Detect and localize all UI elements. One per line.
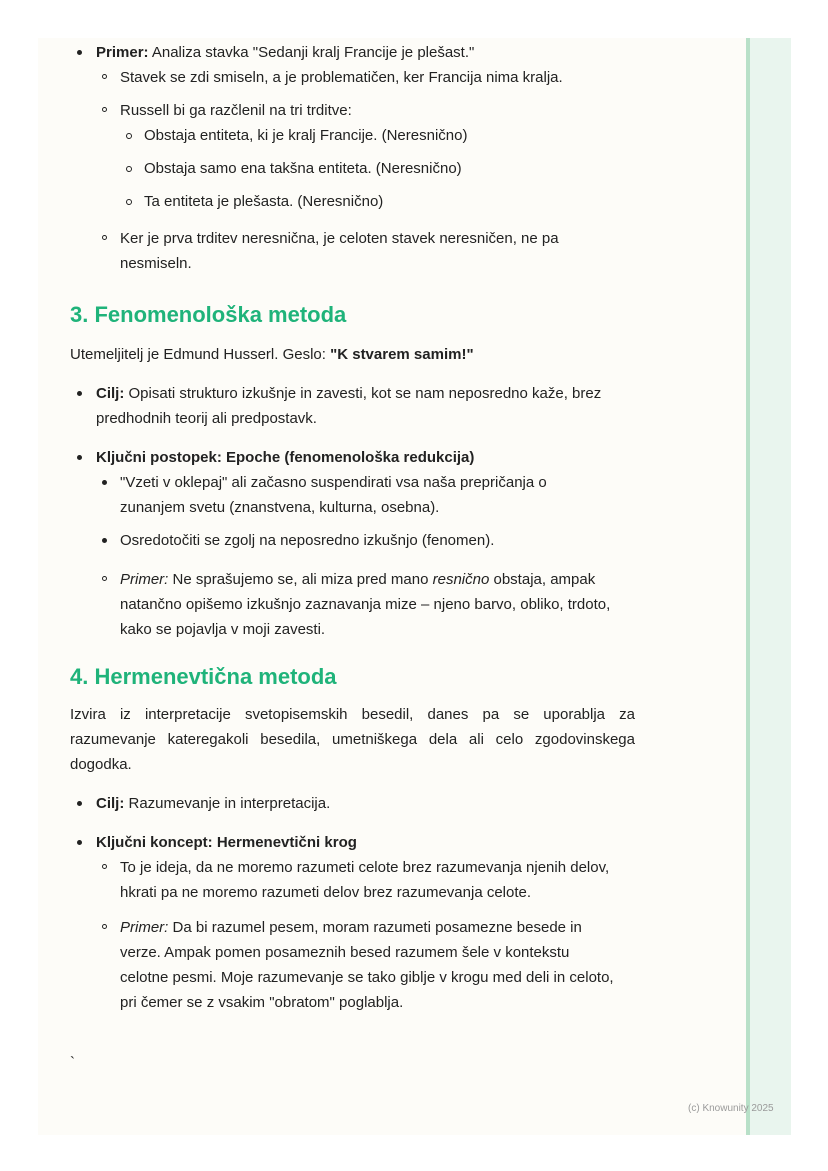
- sub-text: "Vzeti v oklepaj" ali začasno suspendirati vsa naša prepričanja o zunanjem svetu (znanstvena, kulturna, osebna).: [120, 474, 547, 516]
- russell-sublist: [120, 123, 645, 214]
- list-item: [120, 156, 645, 181]
- sub-text: Stavek se zdi smiseln, a je problematičen, ker Francija nima kralja.: [120, 69, 563, 86]
- list-item: [96, 855, 645, 905]
- section4-intro: Izvira iz interpretacije svetopisemskih besedil, danes pa se uporablja za razumevanje kateregakoli besedila, umetniškega dela ali celo zgodovinskega dogodka.: [70, 706, 635, 773]
- sub-text: To je ideja, da ne moremo razumeti celote brez razumevanja njenih delov, hkrati pa ne moremo razumeti delov brez razumevanja celote.: [120, 859, 610, 901]
- sidebar-line: [746, 38, 750, 1135]
- example-text: Da bi razumel pesem, moram razumeti posamezne besede in verze. Ampak pomen posameznih besed razumem šele v kontekstu celotne pesmi. Moje razumevanje se tako giblje v krogu med deli in celoto, pri čemer se z vsakim "obratom" poglablja.: [120, 919, 614, 1011]
- list-item: [96, 65, 645, 90]
- list-item: [96, 470, 645, 520]
- document-content: [70, 40, 645, 1023]
- list-item: [120, 123, 645, 148]
- list-item-key: [70, 445, 645, 642]
- list-item-primer: [70, 40, 645, 276]
- stray-tick-mark: `: [70, 1054, 75, 1071]
- list-item-goal: [70, 381, 645, 431]
- intro-text: Utemeljitelj je Edmund Husserl. Geslo:: [70, 346, 331, 363]
- goal-text: Opisati strukturo izkušnje in zavesti, kot se nam neposredno kaže, brez predhodnih teorij ali predpostavk.: [96, 385, 602, 427]
- key-sublist: [96, 470, 645, 553]
- sub-text: Ker je prva trditev neresnična, je celoten stavek neresničen, ne pa nesmiseln.: [120, 230, 559, 272]
- intro-motto: "K stvarem samim!": [330, 346, 474, 363]
- key-label: Ključni koncept: Hermenevtični krog: [96, 834, 357, 851]
- goal-label: Cilj:: [96, 795, 125, 812]
- section3-list: [70, 381, 645, 642]
- primer-sublist: [96, 65, 645, 276]
- list-item: [120, 189, 645, 214]
- sub-text: Russell bi ga razčlenil na tri trditve:: [120, 102, 352, 119]
- list-item-goal: [70, 791, 645, 816]
- example-label: Primer:: [120, 571, 169, 588]
- list-item: [96, 226, 645, 276]
- example-label: Primer:: [120, 919, 169, 936]
- list-item: [96, 98, 645, 214]
- key-sublist: [96, 855, 645, 1015]
- list-item-example: [96, 567, 645, 642]
- sub-sub-text: Obstaja samo ena takšna entiteta. (Neresnično): [144, 160, 462, 177]
- sub-sub-text: Ta entiteta je plešasta. (Neresnično): [144, 193, 384, 210]
- example-text: obstaja, ampak natančno opišemo izkušnjo zaznavanja mize – njeno barvo, obliko, trdoto, kako se pojavlja v moji zavesti.: [120, 571, 611, 638]
- list-item-key: [70, 830, 645, 1015]
- example-sublist: [96, 567, 645, 642]
- primer-label: Primer:: [96, 44, 149, 61]
- goal-label: Cilj:: [96, 385, 125, 402]
- footer-copyright: (c) Knowunity 2025: [688, 1103, 774, 1114]
- section4-heading: 4. Hermenevtična metoda: [70, 664, 337, 689]
- section3-heading: 3. Fenomenološka metoda: [70, 302, 347, 327]
- goal-text: Razumevanje in interpretacija.: [124, 795, 331, 812]
- example-text: Ne sprašujemo se, ali miza pred mano: [168, 571, 433, 588]
- list-item: [96, 528, 645, 553]
- sub-text: Osredotočiti se zgolj na neposredno izkušnjo (fenomen).: [120, 532, 495, 549]
- key-label: Ključni postopek: Epoche (fenomenološka redukcija): [96, 449, 475, 466]
- example-italic: resnično: [432, 571, 490, 588]
- sub-sub-text: Obstaja entiteta, ki je kralj Francije. (Neresnično): [144, 127, 468, 144]
- list-item-example: [96, 915, 645, 1015]
- top-list: [70, 40, 645, 276]
- section4-list: [70, 791, 645, 1015]
- sidebar-strip: [746, 38, 791, 1135]
- primer-text: Analiza stavka "Sedanji kralj Francije je plešast.": [148, 44, 475, 61]
- section3-intro: [70, 342, 645, 367]
